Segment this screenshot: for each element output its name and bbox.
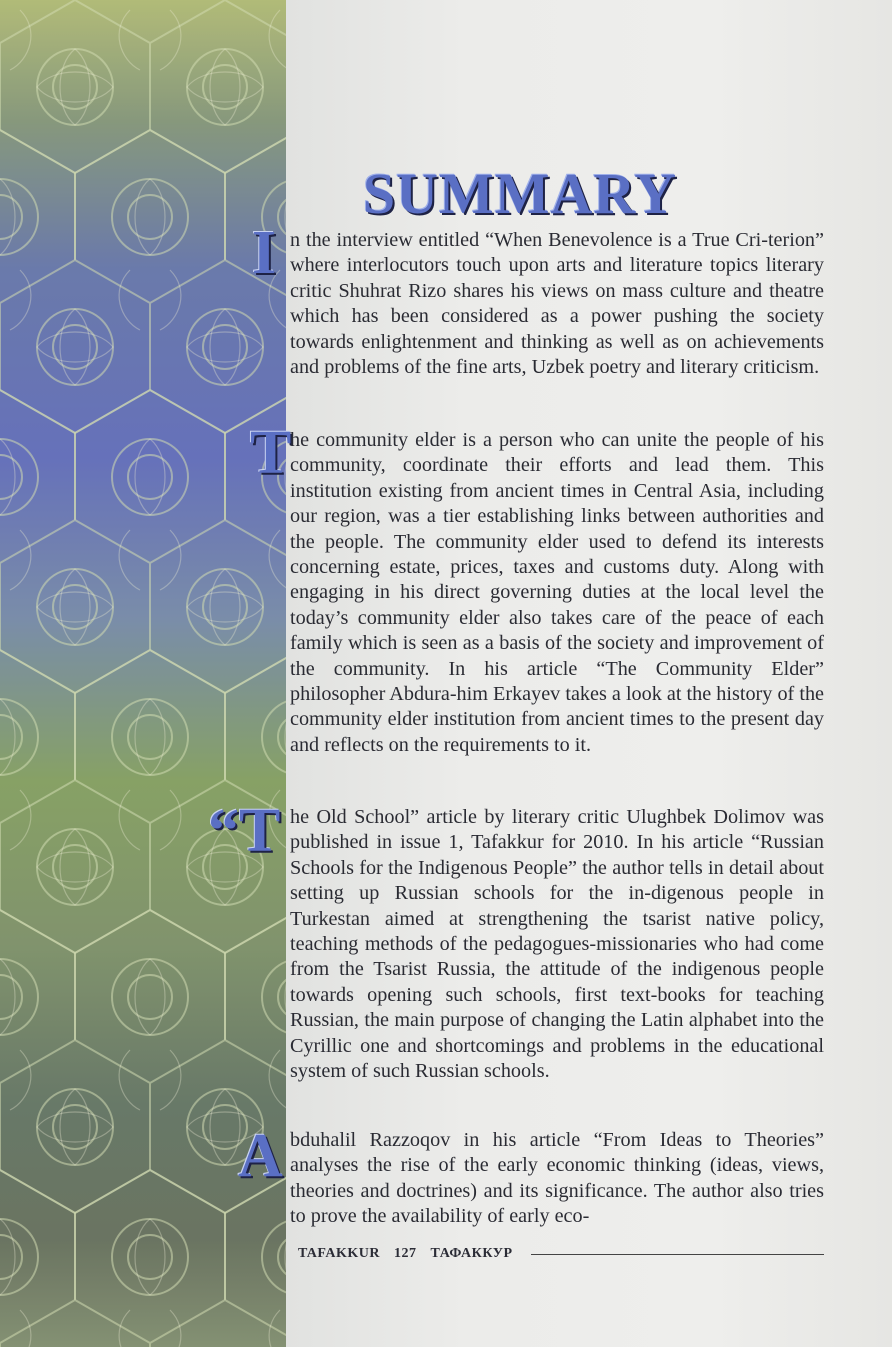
drop-cap-letter: “T [208, 797, 281, 865]
paragraph-text: he community elder is a person who can unite the people of his community, coordinate their efforts and lead them. This institution existing from ancient times in Central Asia, including our region, was a tier establishing links between authorities and the people. The community elder used to defend its interests concerning estate, prices, taxes and customs duty. Along with engaging in his direct governing duties at the local level the today’s community elder also takes care of the peace of each family which is seen as a basis of the society and improvement of the community. In his article “The Community Elder” philosopher Abdura-him Erkayev takes a look at the history of the community elder institution from ancient times to the present day and reflects on the requirements to it. [290, 429, 824, 756]
paragraph-text: he Old School” article by literary critic Ulughbek Dolimov was published in issue 1, Tafakkur for 2010. In his article “Russian Schools for the Indigenous People” the author tells in detail about setting up Russian schools for the in-digenous people in Turkestan aimed at strengthening the tsarist native policy, teaching methods of the pedagogues-missionaries who had come from the Tsarist Russia, the attitude of the indigenous people towards opening such schools, first text-books for teaching Russian, the main purpose of changing the Latin alphabet into the Cyrillic one and shortcomings and problems in the educational system of such Russian schools. [290, 806, 824, 1083]
paragraph-text: n the interview entitled “When Benevolence is a True Cri-terion” where interlocutors touch upon arts and literature topics literary critic Shuhrat Rizo shares his views on mass culture and theatre which has been considered as a power pushing the society towards enlightenment and thinking as well as on achievements and problems of the fine arts, Uzbek poetry and literary criticism. [290, 229, 824, 379]
page-footer [298, 1244, 824, 1264]
summary-paragraph [290, 228, 824, 380]
drop-cap-letter: I [252, 219, 277, 287]
drop-cap-letter: T [250, 419, 292, 487]
journal-name-latin: TAFAKKUR [298, 1246, 381, 1261]
journal-name-cyrillic: ТАФАККУР [430, 1246, 513, 1261]
summary-paragraph [290, 428, 824, 758]
footer-rule [531, 1254, 824, 1255]
drop-cap-letter: A [238, 1122, 283, 1190]
page-title: SUMMARY [362, 160, 678, 226]
page-number: 127 [394, 1246, 417, 1261]
summary-paragraph [290, 1128, 824, 1230]
summary-paragraph [290, 805, 824, 1084]
paragraph-text: bduhalil Razzoqov in his article “From Ideas to Theories” analyses the rise of the early economic thinking (ideas, views, theories and doctrines) and its significance. The author also tries to prove the availability of early eco- [290, 1129, 824, 1228]
